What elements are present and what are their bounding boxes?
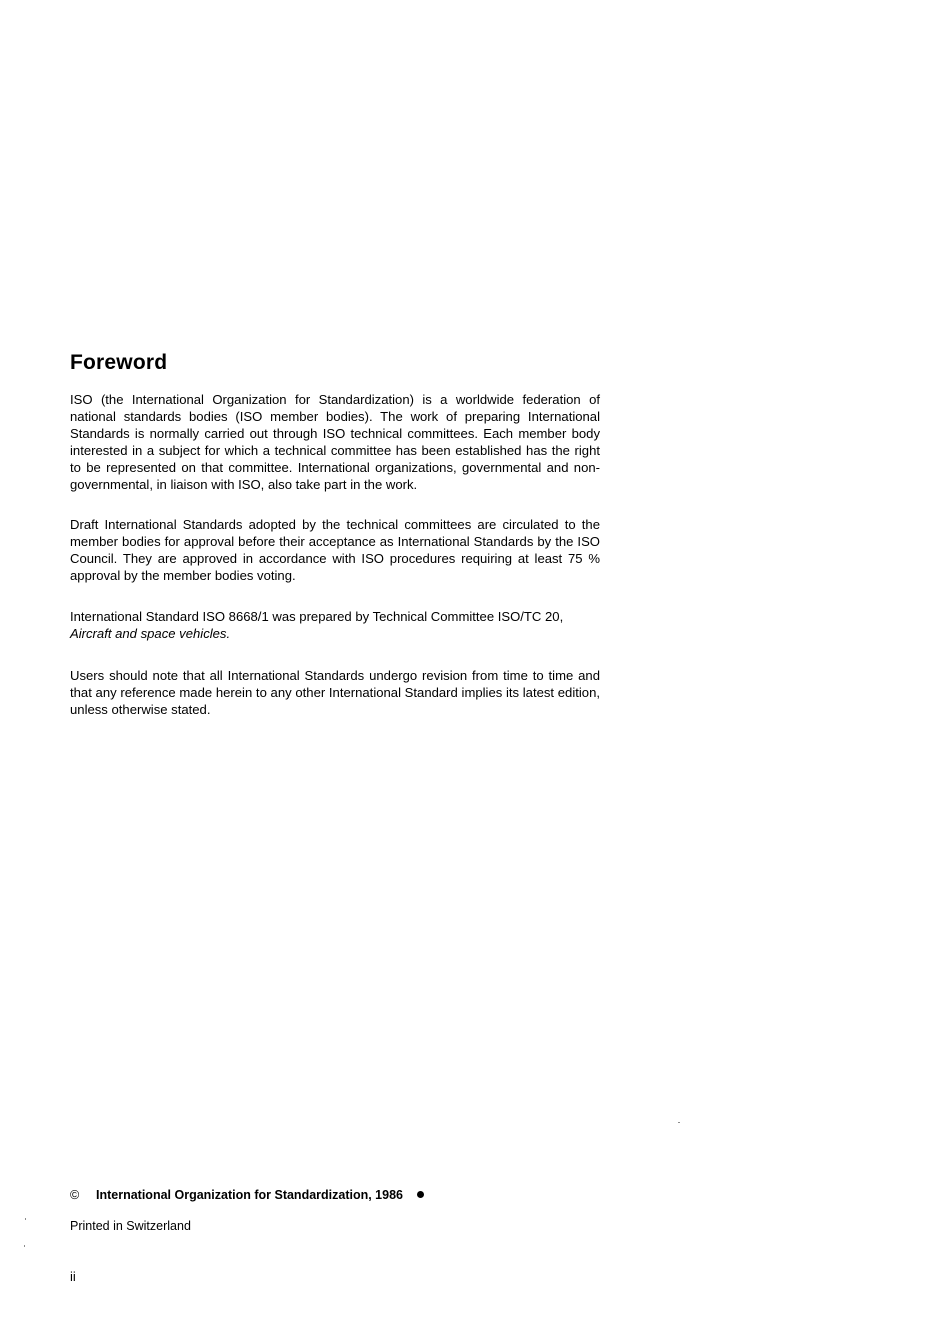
copyright-text: International Organization for Standardization, 1986 [96, 1188, 403, 1202]
foreword-paragraph-3 [70, 608, 600, 642]
copyright-icon: © [70, 1188, 80, 1202]
scan-speck [25, 1218, 26, 1220]
copyright-line [70, 1187, 424, 1204]
prepared-by-text: International Standard ISO 8668/1 was prepared by Technical Committee ISO/TC 20, [70, 609, 564, 624]
foreword-paragraph-4: Users should note that all International Standards undergo revision from time to time and that any reference made herein to any other International Standard implies its latest edition, unless otherwise stated. [70, 668, 600, 717]
scan-speck [24, 1245, 25, 1247]
committee-title: Aircraft and space vehicles. [70, 626, 231, 641]
foreword-paragraph-1: ISO (the International Organization for Standardization) is a worldwide federation of national standards bodies (ISO member bodies). The work of preparing International Standards is normally carried out through ISO technical committees. Each member body interested in a subject for which a technical committee has been established has the right to be represented on that committee. International organizations, governmental and non-governmental, in liaison with ISO, also take part in the work. [70, 392, 600, 492]
printed-in-text: Printed in Switzerland [70, 1219, 191, 1233]
page-number: ii [70, 1269, 76, 1284]
foreword-paragraph-2: Draft International Standards adopted by the technical committees are circulated to the member bodies for approval before their acceptance as International Standards by the ISO Council. They are approved in accordance with ISO procedures requiring at least 75 % approval by the member bodies voting. [70, 517, 600, 583]
bullet-dot-icon [417, 1191, 424, 1198]
scan-speck [678, 1122, 680, 1123]
section-heading: Foreword [70, 351, 168, 374]
